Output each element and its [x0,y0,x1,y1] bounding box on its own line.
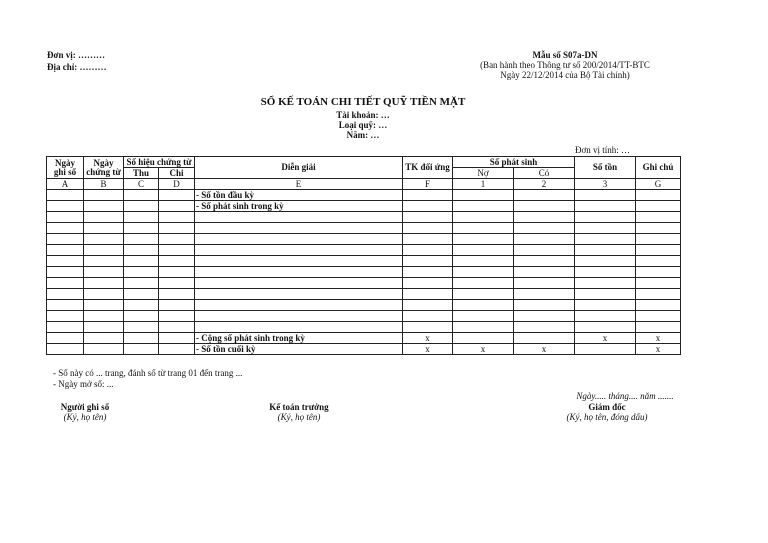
table-row [47,322,681,333]
col-date-record: Ngày ghi sổ [47,157,84,179]
table-cell [403,190,453,201]
table-cell [575,201,636,212]
table-cell [84,212,124,223]
table-cell [47,245,84,256]
col-debit: Nợ [453,168,514,179]
form-number: Mẫu số S07a-DN [532,50,598,60]
table-cell [84,322,124,333]
fund-type-line: Loại quỹ: … [338,120,388,130]
signer-title: Kế toán trưởng [269,402,329,412]
issued-line-1: (Ban hành theo Thông tư số 200/2014/TT-BTC [480,60,650,70]
table-cell [636,289,681,300]
table-cell [575,289,636,300]
table-cell [514,212,575,223]
table-cell [84,201,124,212]
table-cell [636,223,681,234]
table-cell [47,333,84,344]
table-cell: x [403,344,453,355]
table-cell [47,289,84,300]
table-cell [47,223,84,234]
table-cell [47,190,84,201]
table-cell [84,278,124,289]
table-cell [575,234,636,245]
signer-director [540,402,674,422]
table-cell [47,322,84,333]
table-cell [195,223,403,234]
table-row [47,278,681,289]
table-cell [84,234,124,245]
table-cell [636,300,681,311]
table-cell [159,212,195,223]
col-doc-no: Số hiệu chứng từ [124,157,195,168]
table-cell [403,245,453,256]
table-row [47,256,681,267]
table-cell [514,234,575,245]
table-cell [124,245,159,256]
table-cell [514,322,575,333]
table-cell [575,311,636,322]
column-code: C [124,179,159,190]
table-cell [84,256,124,267]
col-arising: Số phát sinh [453,157,575,168]
table-cell [636,322,681,333]
table-cell [636,311,681,322]
table-cell [453,190,514,201]
ledger-body [47,190,681,355]
table-cell [514,311,575,322]
col-note: Ghi chú [636,157,681,179]
table-cell [636,201,681,212]
table-cell [195,311,403,322]
table-cell [514,201,575,212]
table-cell [159,201,195,212]
table-cell [47,234,84,245]
table-cell [124,256,159,267]
table-cell [124,333,159,344]
col-receipt: Thu [124,168,159,179]
table-cell [124,278,159,289]
table-cell [403,289,453,300]
table-cell [47,311,84,322]
table-cell [124,322,159,333]
table-cell [195,300,403,311]
table-cell [195,234,403,245]
table-cell [453,300,514,311]
column-code: F [403,179,453,190]
table-cell [636,245,681,256]
table-cell [575,322,636,333]
table-cell [514,190,575,201]
table-cell [159,267,195,278]
table-cell [636,256,681,267]
table-cell [575,190,636,201]
table-cell [124,289,159,300]
table-cell: - Cộng số phát sinh trong kỳ [195,333,403,344]
signer-title: Người ghi sổ [60,402,110,412]
table-cell [84,300,124,311]
table-cell [47,256,84,267]
table-cell [124,344,159,355]
table-cell [47,212,84,223]
column-code: G [636,179,681,190]
table-row [47,267,681,278]
table-cell: x [453,344,514,355]
table-cell: x [403,333,453,344]
table-cell [159,289,195,300]
table-cell [84,311,124,322]
address-label: Địa chỉ: ……… [47,62,107,72]
signer-recorder [30,402,140,422]
unit-label: Đơn vị: ……… [47,50,105,60]
table-cell [575,245,636,256]
table-cell [84,267,124,278]
table-cell [514,256,575,267]
title-details [0,110,726,140]
table-cell [453,322,514,333]
table-cell [195,256,403,267]
table-cell [453,311,514,322]
table-cell [636,190,681,201]
table-cell [84,245,124,256]
table-cell [124,201,159,212]
table-cell [159,190,195,201]
table-cell [84,333,124,344]
table-cell: - Số phát sinh trong kỳ [195,201,403,212]
col-description: Diễn giải [195,157,403,179]
table-cell [453,278,514,289]
table-cell [403,256,453,267]
table-row [47,333,681,344]
table-cell: - Số tồn cuối kỳ [195,344,403,355]
table-cell [453,289,514,300]
issued-line-2: Ngày 22/12/2014 của Bộ Tài chính) [500,70,630,80]
table-cell [453,212,514,223]
table-cell [159,300,195,311]
table-cell [575,267,636,278]
col-balance: Số tồn [575,157,636,179]
table-cell [575,344,636,355]
table-cell [514,278,575,289]
column-code: 3 [575,179,636,190]
table-row [47,289,681,300]
table-cell [159,234,195,245]
table-cell [47,300,84,311]
table-cell [159,311,195,322]
table-cell [575,278,636,289]
table-cell [195,212,403,223]
table-cell [575,212,636,223]
table-cell [514,267,575,278]
table-cell [453,201,514,212]
table-cell [159,344,195,355]
table-cell [124,212,159,223]
table-cell [403,278,453,289]
column-code: E [195,179,403,190]
table-row [47,344,681,355]
table-cell [124,223,159,234]
col-payment: Chi [159,168,195,179]
table-cell [195,322,403,333]
table-cell [636,234,681,245]
table-cell [403,201,453,212]
column-code: B [84,179,124,190]
table-cell [514,223,575,234]
table-row [47,234,681,245]
table-row [47,190,681,201]
table-cell [403,322,453,333]
table-cell: - Số tồn đầu kỳ [195,190,403,201]
signer-sub: (Ký, họ tên) [277,412,321,422]
table-cell [159,333,195,344]
signer-title: Giám đốc [588,402,626,412]
table-cell [453,234,514,245]
table-cell [159,322,195,333]
table-row [47,300,681,311]
column-code: D [159,179,195,190]
column-code-row [47,179,681,190]
table-cell [403,311,453,322]
form-info [440,50,690,80]
table-cell [124,190,159,201]
table-cell [453,333,514,344]
table-cell [453,256,514,267]
table-cell [124,234,159,245]
year-line: Năm: … [346,130,380,140]
table-cell [159,223,195,234]
table-cell [636,267,681,278]
table-cell [453,267,514,278]
table-cell [514,245,575,256]
table-cell [84,289,124,300]
column-code: 2 [514,179,575,190]
table-cell [403,267,453,278]
table-cell [195,245,403,256]
account-line: Tài khoản: … [336,110,390,120]
table-cell [159,245,195,256]
cash-ledger-table [46,156,681,355]
table-cell: x [636,333,681,344]
table-cell: x [514,344,575,355]
table-cell [84,190,124,201]
table-cell: x [636,344,681,355]
table-cell [514,300,575,311]
table-cell [453,223,514,234]
table-cell [159,278,195,289]
table-cell [159,256,195,267]
table-cell [124,300,159,311]
table-cell [636,212,681,223]
table-row [47,223,681,234]
table-cell [47,344,84,355]
column-code: 1 [453,179,514,190]
table-cell [47,278,84,289]
table-cell [84,344,124,355]
table-cell [124,267,159,278]
table-cell [575,256,636,267]
table-row [47,201,681,212]
table-cell [47,201,84,212]
table-cell [403,300,453,311]
signer-sub: (Ký, họ tên, đóng dấu) [566,412,648,422]
table-cell [403,234,453,245]
table-row [47,311,681,322]
table-cell [195,267,403,278]
date-line: Ngày..... tháng.... năm ....... [576,391,674,401]
table-cell [514,289,575,300]
col-contra-account: TK đối ứng [403,157,453,179]
signer-chief-accountant [244,402,354,422]
table-cell [636,278,681,289]
table-cell: x [575,333,636,344]
table-row [47,212,681,223]
page-title: SỔ KẾ TOÁN CHI TIẾT QUỸ TIỀN MẶT [260,96,466,108]
table-cell [453,245,514,256]
table-row [47,245,681,256]
col-credit: Có [514,168,575,179]
table-cell [575,223,636,234]
table-cell [514,333,575,344]
col-date-doc: Ngày chứng từ [84,157,124,179]
table-cell [195,289,403,300]
signer-sub: (Ký, họ tên) [63,412,107,422]
table-cell [575,300,636,311]
table-cell [84,223,124,234]
table-cell [195,278,403,289]
table-cell [403,223,453,234]
pages-note: - Sổ này có ... trang, đánh số từ trang 01 đến trang ... [53,368,243,378]
currency-unit: Đơn vị tính: … [575,145,631,155]
table-cell [403,212,453,223]
open-date: - Ngày mở sổ: ... [53,379,114,389]
table-cell [124,311,159,322]
table-cell [47,267,84,278]
column-code: A [47,179,84,190]
